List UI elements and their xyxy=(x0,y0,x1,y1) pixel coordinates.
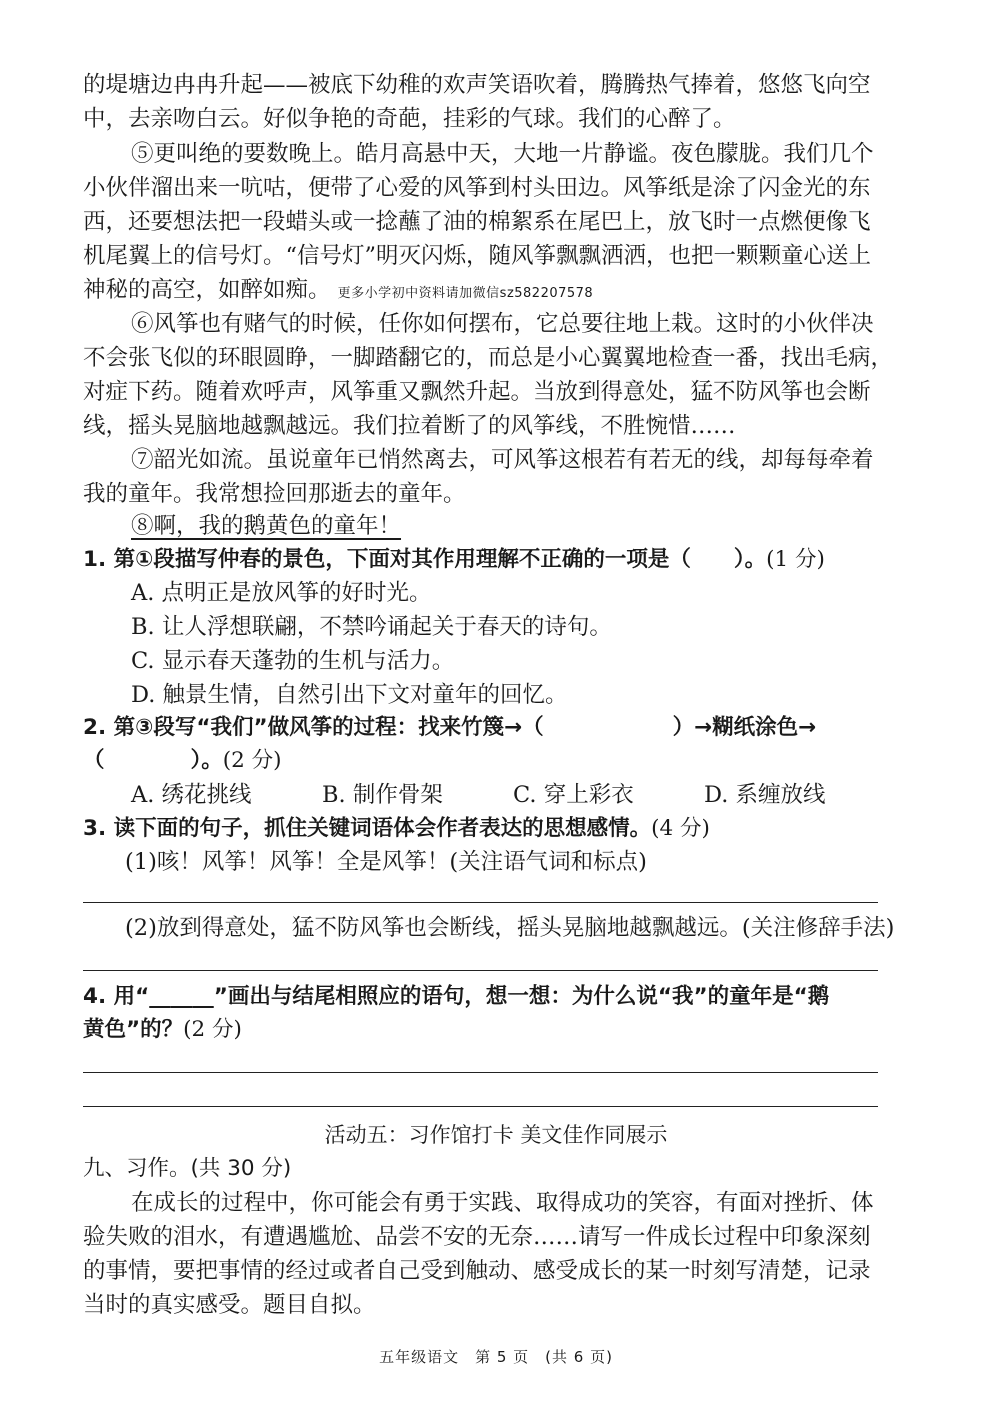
question-3-stem: 3. 读下面的句子，抓住关键词语体会作者表达的思想感情。 xyxy=(83,816,652,841)
activity-5-title: 活动五：习作馆打卡 美文佳作同展示 xyxy=(324,1123,668,1147)
q1-option-d: D. 触景生情，自然引出下文对童年的回忆。 xyxy=(131,682,568,708)
q2-options xyxy=(131,780,826,810)
prompt-line: 在成长的过程中，你可能会有勇于实践、取得成功的笑容，有面对挫折、体 xyxy=(131,1190,874,1216)
passage-line xyxy=(83,275,593,309)
answer-line[interactable] xyxy=(83,1106,878,1107)
prompt-line: 验失败的泪水，有遭遇尴尬、品尝不安的无奈……请写一件成长过程中印象深刻 xyxy=(83,1224,871,1250)
question-2-stem: 2. 第③段写“我们”做风筝的过程：找来竹篾→（ ）→糊纸涂色→ xyxy=(83,715,817,740)
page-footer: 五年级语文 第 5 页 (共 6 页) xyxy=(379,1348,613,1366)
prompt-line: 的事情，要把事情的经过或者自己受到触动、感受成长的某一时刻写清楚，记录 xyxy=(83,1258,871,1284)
question-2 xyxy=(83,746,282,776)
question-3 xyxy=(83,814,710,844)
question-1-score: (1 分) xyxy=(766,547,825,572)
passage-line: 机尾翼上的信号灯。“信号灯”明灭闪烁，随风筝飘飘洒洒，也把一颗颗童心送上 xyxy=(83,243,872,269)
passage-line: 的堤塘边冉冉升起——被底下幼稚的欢声笑语吹着，腾腾热气捧着，悠悠飞向空 xyxy=(83,72,871,98)
q2-option-a: A. 绣花挑线 xyxy=(131,782,252,808)
paragraph-5-line: ⑤更叫绝的要数晚上。皓月高悬中天，大地一片静谧。夜色朦胧。我们几个 xyxy=(131,141,874,167)
prompt-line: 当时的真实感受。题目自拟。 xyxy=(83,1292,376,1318)
answer-line[interactable] xyxy=(83,970,878,971)
paragraph-6-line: ⑥风筝也有赌气的时候，任你如何摆布，它总要往地上栽。这时的小伙伴决 xyxy=(131,311,874,337)
answer-line[interactable] xyxy=(83,1072,878,1073)
ad-note: 更多小学初中资料请加微信sz582207578 xyxy=(337,286,594,301)
answer-line[interactable] xyxy=(83,902,878,903)
passage-line: 对症下药。随着欢呼声，风筝重又飘然升起。当放到得意处，猛不防风筝也会断 xyxy=(83,379,871,405)
paragraph-7-line: ⑦韶光如流。虽说童年已悄然离去，可风筝这根若有若无的线，却每每牵着 xyxy=(131,447,874,473)
q1-option-b: B. 让人浮想联翩，不禁吟诵起关于春天的诗句。 xyxy=(131,614,612,640)
q2-option-b: B. 制作骨架 xyxy=(322,782,443,808)
question-4-stem-cont: 黄色”的？ xyxy=(83,1017,184,1042)
q3-sub-2: (2)放到得意处，猛不防风筝也会断线，摇头晃脑地越飘越远。(关注修辞手法) xyxy=(125,915,895,941)
q1-option-a: A. 点明正是放风筝的好时光。 xyxy=(131,580,432,606)
passage-line: 中，去亲吻白云。好似争艳的奇葩，挂彩的气球。我们的心醉了。 xyxy=(83,106,736,132)
paragraph-8-ending: ⑧啊，我的鹅黄色的童年！ xyxy=(131,513,402,539)
question-4-score: (2 分) xyxy=(183,1017,242,1042)
section-9-heading: 九、习作。(共 30 分) xyxy=(83,1156,292,1181)
question-2-score: (2 分) xyxy=(222,748,282,773)
question-4-stem: 4. 用“______”画出与结尾相照应的语句，想一想：为什么说“我”的童年是“鹅 xyxy=(83,984,830,1009)
question-3-score: (4 分) xyxy=(651,816,710,841)
passage-text: 神秘的高空，如醉如痴。 xyxy=(83,277,331,303)
q2-option-d: D. 系缠放线 xyxy=(704,782,826,808)
question-4 xyxy=(83,1015,242,1045)
question-2-stem-cont: （ ）。 xyxy=(83,748,223,773)
q2-option-c: C. 穿上彩衣 xyxy=(513,782,634,808)
passage-line: 小伙伴溜出来一吭咕，便带了心爱的风筝到村头田边。风筝纸是涂了闪金光的东 xyxy=(83,175,871,201)
q1-option-c: C. 显示春天蓬勃的生机与活力。 xyxy=(131,648,455,674)
question-1-stem: 1. 第①段描写仲春的景色，下面对其作用理解不正确的一项是（ ）。 xyxy=(83,547,767,572)
q3-sub-1: (1)咳！风筝！风筝！全是风筝！(关注语气词和标点) xyxy=(125,849,647,875)
question-1 xyxy=(83,545,825,575)
passage-line: 线，摇头晃脑地越飘越远。我们拉着断了的风筝线，不胜惋惜…… xyxy=(83,413,736,439)
passage-line: 我的童年。我常想捡回那逝去的童年。 xyxy=(83,481,466,507)
passage-line: 不会张飞似的环眼圆睁，一脚踏翻它的，而总是小心翼翼地检查一番，找出毛病， xyxy=(83,345,894,371)
passage-line: 西，还要想法把一段蜡头或一捻蘸了油的棉絮系在尾巴上，放飞时一点燃便像飞 xyxy=(83,209,871,235)
